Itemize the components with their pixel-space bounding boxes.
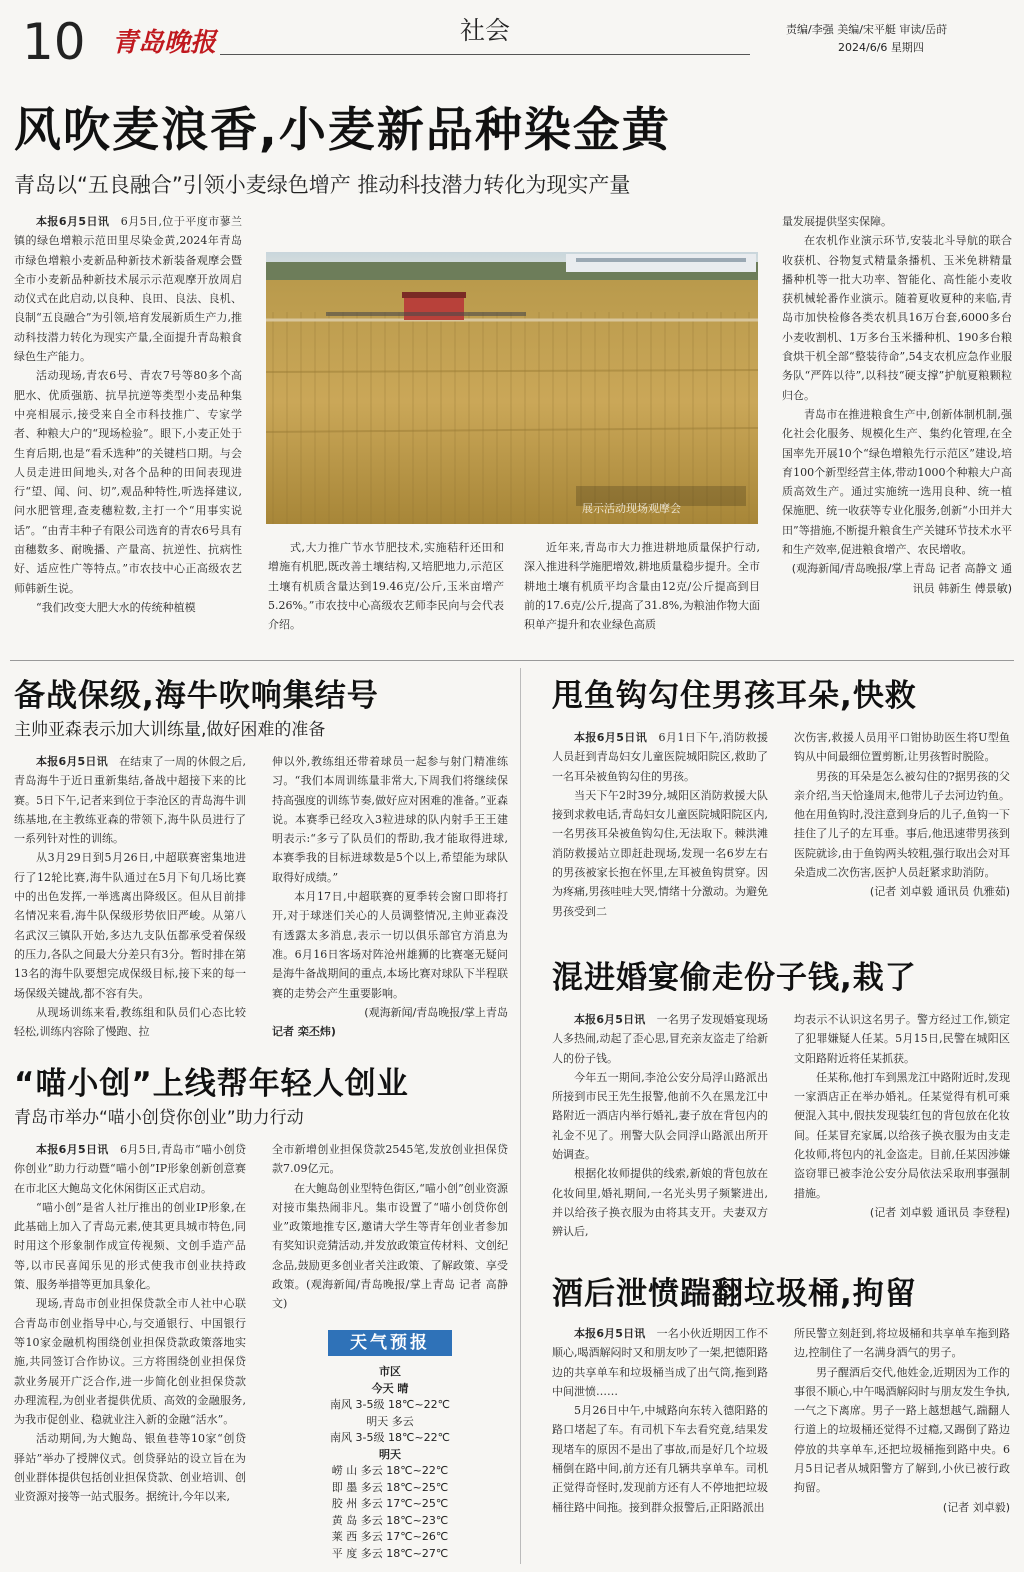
paragraph-text: 本月17日,中超联赛的夏季转会窗口即将打开,对于球迷们关心的人员调整情况,主帅亚森没有透露太多消息,表示一切以俱乐部官方消息为准。6月16日客场对阵沧州雄狮的比赛毫无疑问是海牛备战期间的重点,本场比赛对球队下半程联赛的走势会产生重要影响。 — [272, 890, 508, 1000]
paragraph — [524, 538, 760, 634]
paragraph-text: 从现场训练来看,教练组和队员们心态比较轻松,训练内容除了慢跑、拉 — [14, 1005, 246, 1039]
paragraph-text: 全市新增创业担保贷款2545笔,发放创业担保贷款7.09亿元。 — [272, 1143, 508, 1176]
lead-column-2 — [268, 538, 504, 653]
weather-line: 明天 — [379, 1447, 401, 1461]
paragraph: (观海新闻/青岛晚报/掌上青岛 记者 高静文 通讯员 韩新生 傅景敏) — [791, 562, 1012, 595]
paragraph-text: “我们改变大肥大水的传统种植模 — [36, 600, 196, 614]
paragraph — [552, 728, 768, 786]
paragraph — [794, 1068, 1010, 1203]
paragraph-text: 男子醒酒后交代,他姓金,近期因为工作的事很不顺心,中午喝酒解闷时与朋友发生争执,一气之下离席。男子一路上越想越气,踹翻人行道上的垃圾桶还觉得不过瘾,又踢倒了路边停放的共享单车,还把垃圾桶拖到路中央。6月5日记者从城阳警方了解到,小伙已被行政拘留。 — [794, 1365, 1010, 1495]
trash-headline: 酒后泄愤踹翻垃圾桶,拘留 — [552, 1276, 917, 1312]
paragraph-text: 当天下午2时39分,城阳区消防救援大队接到求救电话,青岛妇女儿童医院城阳院区内,一名男孩耳朵被鱼钩勾住,无法取下。棘洪滩消防救援站立即赶赴现场,发现一名6岁左右的男孩被家长抱在怀里,左耳被鱼钩贯穿。因为疼痛,男孩哇哇大哭,情绪十分激动。为避免男孩受到二 — [552, 788, 768, 918]
weather-line: 即 墨 多云 18℃~25℃ — [331, 1480, 449, 1494]
paragraph — [14, 1198, 246, 1294]
paragraph-text: “喵小创”是省人社厅推出的创业IP形象,在此基础上加入了青岛元素,使其更具城市特色,同时用这个形象制作成宣传视频、文创手造产品等,以市民喜闻乐见的形式使我市创业扶持政策、服务举措等更加具象化。 — [14, 1200, 246, 1292]
weather-line: 市区 — [379, 1365, 401, 1378]
paragraph — [552, 1324, 768, 1401]
newspaper-logo: 青岛晚报 — [112, 28, 217, 58]
paragraph — [794, 1010, 1010, 1068]
column-divider — [520, 668, 521, 1564]
paragraph-text: 今年五一期间,李沧公安分局浮山路派出所接到市民王先生报警,他前不久在黑龙江中路附近一酒店内举行婚礼,妻子放在背包内的礼金不见了。刑警大队会同浮山路派出所开始调查。 — [552, 1070, 768, 1162]
dateline: 本报6月5日讯 — [36, 755, 120, 768]
paragraph-text: 任某称,他打车到黑龙江中路附近时,发现一家酒店正在举办婚礼。任某觉得有机可乘便混入其中,假扶发现装红包的背包放在化妆间。任某冒充家属,以给孩子换衣服为由支走化妆师,将包内的礼金盗走。目前,任某因涉嫌盗窃罪已被李沧公安分局依法采取刑事强制措施。 — [794, 1070, 1010, 1200]
paragraph-text: 次伤害,救援人员用平口钳协助医生将U型鱼钩从中间最细位置剪断,让男孩暂时脱险。 — [794, 731, 1010, 764]
paragraph — [552, 1010, 768, 1068]
lead-subheadline: 青岛以“五良融合”引领小麦绿色增产 推动科技潜力转化为现实产量 — [14, 173, 631, 197]
paragraph — [14, 1429, 246, 1506]
paragraph — [782, 405, 1012, 559]
paragraph — [14, 1003, 246, 1042]
paragraph — [272, 887, 508, 1003]
miao-column-2 — [272, 1140, 508, 1320]
paragraph — [268, 538, 504, 634]
paragraph — [272, 752, 508, 887]
weather-line: 黄 岛 多云 18℃~23℃ — [331, 1513, 449, 1527]
paragraph-text: 在结束了一周的休假之后,青岛海牛于近日重新集结,备战中超接下来的比赛。5日下午,记者来到位于李沧区的青岛海牛训练基地,在主教练亚森的带领下,海牛队员进行了一系列针对性的训练。 — [14, 755, 246, 846]
paragraph — [14, 366, 242, 598]
paragraph-text: 5月26日中午,中城路向东转入德阳路的路口堵起了车。有司机下车去看究竟,结果发现堵车的原因不是出了事故,而是好几个垃圾桶倒在路中间,前方还有几辆共享单车。司机正觉得奇怪时,发现前方还有人不停地把垃圾桶往路中间拖。接到群众报警后,正阳路派出 — [552, 1404, 768, 1514]
paragraph — [14, 598, 242, 617]
paragraph: (记者 刘卓毅 通讯员 仇雅茹) — [869, 885, 1010, 899]
photo-caption: 展示活动现场观摩会 — [582, 502, 681, 515]
trash-column-1 — [552, 1324, 768, 1564]
section-divider — [10, 660, 1014, 661]
weather-line: 南风 3-5级 18℃~22℃ — [330, 1431, 450, 1444]
trash-column-2 — [794, 1324, 1010, 1564]
paragraph — [552, 1164, 768, 1241]
paragraph — [782, 212, 1012, 231]
weather-line: 胶 州 多云 17℃~25℃ — [331, 1497, 449, 1510]
page-number: 10 — [22, 13, 86, 71]
paragraph-text: 男孩的耳朵是怎么被勾住的?据男孩的父亲介绍,当天恰逢周末,他带儿子去河边钓鱼。他在用鱼钩时,没注意到身后的儿子,鱼钩一下挂住了儿子的左耳垂。事后,他迅速带男孩到医院就诊,由于鱼钩两头较粗,强行取出会对耳朵造成二次伤害,医护人员赶紧求助消防。 — [794, 769, 1010, 880]
weather-line: 今天 晴 — [371, 1381, 409, 1395]
weather-line: 南风 3-5级 18℃~22℃ — [330, 1398, 450, 1411]
paragraph — [552, 1401, 768, 1517]
lead-column-4 — [782, 212, 1012, 652]
paragraph — [794, 1324, 1010, 1363]
paragraph-text: 6月5日,位于平度市蓼兰镇的绿色增粮示范田里尽染金黄,2024年青岛市绿色增粮小麦新品种新技术新装备观摩会暨全市小麦新品种新技术展示示范观摩开放周启动仪式在此启动,以良种、良田、良法、良机、良制“五良融合”为引领,培育发展新质生产力,推动科技潜力转化为现实产量,全面提升青岛粮食绿色生产能力。 — [14, 215, 242, 364]
masthead-rule — [220, 54, 750, 55]
wheat-field-image — [266, 252, 758, 524]
wedding-column-1 — [552, 1010, 768, 1260]
lead-column-1 — [14, 212, 242, 652]
miao-column-1 — [14, 1140, 246, 1564]
weather-title: 天气预报 — [328, 1330, 452, 1356]
paragraph-text: 青岛市在推进粮食生产中,创新体制机制,强化社会化服务、规模化生产、集约化管理,在全国率先开展10个“绿色增粮先行示范区”建设,培育100个新型经营主体,带动1000个种粮大户高质高效生产。通过实施统一选用良种、统一植保施肥、统一收获等专业化服务,创新“小田并大田”等措施,不断提升粮食生产关键环节技术水平和生产效率,促进粮食增产、农民增收。 — [782, 407, 1012, 557]
paragraph-text: 现场,青岛市创业担保贷款全市人社中心联合青岛市创业指导中心,与交通银行、中国银行等10家金融机构围绕创业担保贷款政策落地实施,共同签订合作协议。三方将围绕创业担保贷款业务展开广泛合作,进一步简化创业担保贷款办理流程,为创业者提供优质、高效的金融服务,为我市促创业、稳就业注入新的金融“活水”。 — [14, 1297, 246, 1427]
paragraph — [14, 752, 246, 848]
weather-line: 莱 西 多云 17℃~26℃ — [331, 1530, 449, 1543]
dateline: 本报6月5日讯 — [574, 1327, 657, 1340]
paragraph-text: 一名小伙近期因工作不顺心,喝酒解闷时又和朋友吵了一架,把德阳路边的共享单车和垃圾桶当成了出气筒,拖到路中间泄愤…… — [552, 1327, 768, 1398]
paragraph-text: 伸以外,教练组还带着球员一起参与射门精准练习。“我们本周训练量非常大,下周我们将继续保持高强度的训练节奏,做好应对困难的准备。”亚森说。本赛季已经攻入3粒进球的队内射手王王建明表示:“多亏了队员们的帮助,我才能取得进球,本赛季我的目标进球数是5个以上,希望能为球队取得好成绩。” — [272, 755, 508, 884]
paragraph-text: 均表示不认识这名男子。警方经过工作,锁定了犯罪嫌疑人任某。5月15日,民警在城阳区文阳路附近将任某抓获。 — [794, 1013, 1010, 1065]
paragraph-text: 式,大力推广节水节肥技术,实施秸秆还田和增施有机肥,既改善土壤结构,又培肥地力,示范区土壤有机质含量达到19.46克/公斤,玉米亩增产5.26%。”市农技中心高级农艺师李民向与会代表介绍。 — [268, 541, 504, 632]
paragraph — [272, 1140, 508, 1179]
lead-column-3 — [524, 538, 760, 653]
paragraph: (记者 刘卓毅 通讯员 李登程) — [869, 1205, 1010, 1219]
miao-subheadline: 青岛市举办“喵小创贷你创业”助力行动 — [14, 1108, 304, 1128]
hainiu-column-1 — [14, 752, 246, 1052]
paragraph-text: 一名男子发现婚宴现场人多热闹,动起了歪心思,冒充亲友盗走了给新人的份子钱。 — [552, 1013, 768, 1065]
dateline: 本报6月5日讯 — [36, 215, 121, 228]
hainiu-column-2 — [272, 752, 508, 1052]
paragraph — [794, 767, 1010, 883]
paragraph-text: 从3月29日到5月26日,中超联赛密集地进行了12轮比赛,海牛队通过在5月下旬几场比赛中的出色发挥,一举逃离出降级区。但从目前排名情况来看,海牛队保级形势依旧严峻。从第八名武汉三镇队开始,多达九支队伍都承受着保级的压力,各队之间最大分差只有3分。暂时排在第13名的海牛队要想完成保级目标,接下来的每一场保级关键战,都不容有失。 — [14, 851, 246, 1000]
paragraph-text: 活动现场,青农6号、青农7号等80多个高肥水、优质强筋、抗旱抗逆等类型小麦品种集中亮相展示,接受来自全市科技推广、专家学者、种粮大户的“现场检验”。眼下,小麦正处于生育后期,也是“看禾选种”的关键档口期。与会人员走进田间地头,对各个品种的田间表现进行“望、闻、问、切”,观品种特性,听选择建议,问水肥管理,查麦穗粒数,主打一个“用事实说话”。“由青丰种子有限公司选育的青农6号具有亩穗数多、耐晚播、产量高、抗逆性、抗病性好、适应性广等特点。”市农技中心正高级农艺师韩新生说。 — [14, 369, 242, 595]
wedding-headline: 混进婚宴偷走份子钱,栽了 — [552, 960, 917, 996]
paragraph-text: 在农机作业演示环节,安装北斗导航的联合收获机、谷物复式精量条播机、玉米免耕精量播种机等一批大功率、智能化、高性能小麦收获机械轮番作业演示。随着夏收夏种的来临,青岛市加快检修各类农机具16万台套,6000多台小麦收割机、1万多台玉米播种机、190多台粮食烘干机全部“整装待命”,54支农机应急作业服务队“严阵以待”,以科技“硬支撑”护航夏粮颗粒归仓。 — [782, 234, 1012, 402]
paragraph — [14, 1294, 246, 1429]
paragraph-text: 在大鲍岛创业型特色街区,“喵小创”创业资源对接市集热闹非凡。集市设置了“喵小创贷你创业”政策地推专区,邀请大学生等青年创业者参加有奖知识竞猜活动,并发放政策宣传材料、文创纪念品,鼓励更多创业者关注政策、了解政策、享受政策。(观海新闻/青岛晚报/掌上青岛 记者 高静文) — [272, 1181, 508, 1311]
weather-line: 平 度 多云 18℃~27℃ — [331, 1546, 449, 1560]
paragraph-text: 量发展提供坚实保障。 — [782, 215, 892, 228]
paragraph — [272, 1179, 508, 1314]
miao-headline: “喵小创”上线帮年轻人创业 — [14, 1066, 409, 1102]
paragraph-text: 根据化妆师提供的线索,新娘的背包放在化妆间里,婚礼期间,一名光头男子频繁进出,并以给孩子换衣服为由将其支开。夫妻双方辨认后, — [552, 1167, 768, 1239]
paragraph — [794, 1363, 1010, 1498]
paragraph-text: 活动期间,为大鲍岛、银鱼巷等10家“创贷驿站”举办了授牌仪式。创贷驿站的设立旨在为创业群体提供包括创业担保贷款、创业培训、创业资源对接等一站式服务。据统计,今年以来, — [14, 1432, 246, 1504]
paragraph — [14, 848, 246, 1002]
fishhook-headline: 甩鱼钩勾住男孩耳朵,快救 — [552, 678, 917, 714]
publication-date: 2024/6/6 星期四 — [838, 41, 924, 54]
hainiu-subheadline: 主帅亚森表示加大训练量,做好困难的准备 — [14, 720, 326, 740]
paragraph: (记者 刘卓毅) — [942, 1500, 1010, 1514]
paragraph-text: 所民警立刻赶到,将垃圾桶和共享单车拖到路边,控制住了一名满身酒气的男子。 — [794, 1327, 1010, 1360]
hainiu-headline: 备战保级,海牛吹响集结号 — [14, 678, 379, 714]
paragraph-text: 近年来,青岛市大力推进耕地质量保护行动,深入推进科学施肥增效,耕地质量稳步提升。全市耕地土壤有机质平均含量由12克/公斤提高到目前的17.6克/公斤,提高了31.8%,为粮油作物大面积单产提升和农业绿色高质 — [524, 541, 760, 632]
wheat-field-photo — [266, 252, 758, 524]
weather-line: 崂 山 多云 18℃~22℃ — [331, 1464, 449, 1477]
paragraph — [782, 231, 1012, 405]
wedding-column-2 — [794, 1010, 1010, 1260]
dateline: 本报6月5日讯 — [574, 731, 659, 744]
dateline: 本报6月5日讯 — [574, 1013, 657, 1026]
paragraph — [552, 1068, 768, 1164]
dateline: 本报6月5日讯 — [36, 1143, 120, 1156]
fishhook-column-1 — [552, 728, 768, 944]
lead-headline: 风吹麦浪香,小麦新品种染金黄 — [14, 103, 671, 158]
fishhook-column-2 — [794, 728, 1010, 944]
paragraph — [14, 212, 242, 366]
paragraph-text: 6月1日下午,消防救援人员赶到青岛妇女儿童医院城阳院区,救助了一名耳朵被鱼钩勾住的男孩。 — [552, 731, 768, 783]
section-title: 社会 — [460, 16, 511, 45]
weather-line: 明天 多云 — [366, 1414, 414, 1428]
paragraph — [552, 786, 768, 921]
paragraph — [794, 728, 1010, 767]
paragraph-text: 6月5日,青岛市“喵小创贷你创业”助力行动暨“喵小创”IP形象创新创意赛在市北区大鲍岛文化休闲街区正式启动。 — [14, 1143, 246, 1195]
weather-forecast-box — [270, 1324, 510, 1564]
paragraph — [14, 1140, 246, 1198]
paragraph: 记者 栾丕炜) — [272, 1025, 336, 1039]
paragraph: (观海新闻/青岛晚报/掌上青岛 — [364, 1005, 508, 1019]
editor-credits: 责编/李强 美编/宋平艇 审读/岳莳 — [786, 23, 948, 36]
